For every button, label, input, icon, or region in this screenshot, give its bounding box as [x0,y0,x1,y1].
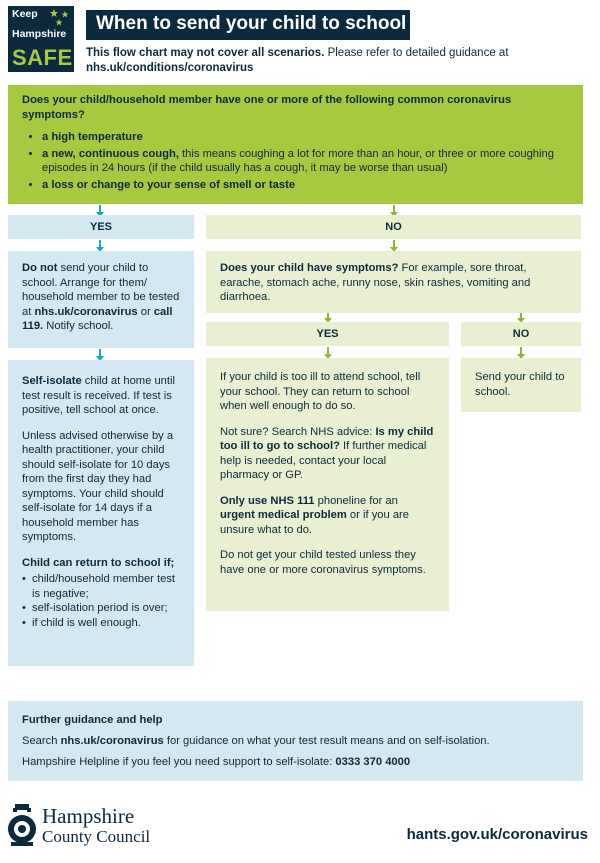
symptoms-question: Does your child/household member have one or more of the following common coronavirus symptoms? [22,94,512,121]
title-bar [86,10,410,40]
other-symptoms-examples: For example, sore throat, earache, stomach ache, runny nose, skin rashes, vomiting and diarrhoea. [220,262,531,303]
subtitle-rest: Please refer to detailed guidance at [324,47,509,59]
not-sure-a: Not sure? Search NHS advice: [220,425,376,438]
nhs111-para [220,494,435,538]
yes-header-label: YES [89,221,112,233]
self-isolate-bold: Self-isolate [22,375,82,387]
yes-action-text-b: or [137,305,154,318]
guidance-link[interactable]: nhs.uk/coronavirus [60,735,164,747]
stars-icon [48,8,72,28]
nhs111-b: or if you are unsure what to do. [220,509,410,536]
symptoms-question-box [8,85,583,204]
list-item: • if child is well enough. [32,616,180,631]
logo-text-hampshire: Hampshire [12,28,67,40]
return-conditions-list [22,572,180,630]
subtitle [86,46,586,76]
arrow-no-no [520,313,522,319]
do-not-text: Do not [22,262,58,274]
no-yes-header [206,322,449,346]
self-isolate-rest: child at home until test result is received. If test is positive, tell school at once. [22,375,175,416]
guidance-line-2 [22,755,569,769]
no-header-label: NO [385,221,402,233]
no-no-header-label: NO [512,328,530,340]
not-sure-para [220,425,435,483]
return-heading [22,556,180,571]
hampshire-county-council-logo [6,802,206,852]
symptom-item [42,147,569,176]
symptom-bold: a high temperature [42,131,143,143]
guidance-line1-a: Search [22,735,61,747]
list-item: • child/household member test is negative; [32,572,180,601]
yes-action-text-a: send your child to school. Arrange for them/ household member to be tested at [22,262,180,318]
no-header [206,215,581,239]
footer-website-link[interactable]: hants.gov.uk/coronavirus [406,826,588,843]
arrow-no-yes-2 [327,347,329,355]
nhs-link[interactable]: nhs.uk/coronavirus [34,305,138,318]
guidance-line1-b: for guidance on what your test result means and on self-isolation. [163,735,490,747]
arrow-yes-2 [99,349,101,357]
helpline-number: 0333 370 4000 [335,756,411,768]
no-yes-header-label: YES [316,328,339,340]
arrow-to-no [393,205,395,213]
guidance-heading-text: Further guidance and help [22,714,163,726]
arrow-yes-1 [99,240,101,248]
too-ill-para: If your child is too ill to attend school, tell your school. They can return to school when well enough to do so. [220,371,421,412]
nhs111-bold: Only use NHS 111 [220,494,315,507]
page-title: When to send your child to school [96,13,407,34]
other-symptoms-question: Does your child have symptoms? [220,262,399,274]
council-name-line2: County Council [42,827,151,846]
further-guidance-box [8,701,583,781]
self-isolate-box [8,360,194,666]
arrow-no-no-2 [520,347,522,355]
keep-hampshire-safe-logo [8,6,74,72]
urgent-bold: urgent medical problem [220,509,347,521]
guidance-line-1 [22,734,569,748]
symptom-bold: a new, continuous cough, [42,147,179,160]
send-to-school-box [461,358,581,412]
send-to-school-text: Send your child to school. [475,371,565,398]
return-heading-bold: Child can return to school if; [22,556,175,569]
council-name-line1: Hampshire [42,804,135,828]
arrow-no-yes [327,313,329,319]
subtitle-bold: This flow chart may not cover all scenarios. [86,47,325,59]
symptom-rest: this means coughing a lot for more than an hour, or three or more coughing episodes in 24 hours (if the child usually has a cough, it may be worse than usual) [42,147,554,174]
guidance-heading [22,713,569,727]
self-isolate-para [22,374,180,418]
call-119: call 119. [22,305,173,332]
yes-action-box [8,251,194,348]
nhs111-a: phoneline for an [314,494,398,507]
symptoms-list [22,130,569,192]
symptom-item [42,130,569,145]
logo-text-safe: SAFE [12,45,73,70]
council-crest-icon [6,804,38,848]
list-item: • self-isolation period is over; [32,601,180,616]
isolation-period-para: Unless advised otherwise by a health practitioner, your child should self-isolate for 10 days from the first day they had symptoms. Your child should self-isolate for 14 days if a household member has symptoms. [22,429,174,543]
symptom-bold: a loss or change to your sense of smell or taste [42,178,296,191]
guidance-line2-a: Hampshire Helpline if you feel you need support to self-isolate: [22,756,336,768]
not-sure-b: If further medical help is needed, contact your local pharmacy or GP. [220,440,427,481]
do-not-test-para: Do not get your child tested unless they have one or more coronavirus symptoms. [220,549,426,576]
not-sure-bold: Is my child too ill to go to school? [220,425,434,452]
logo-text-keep: Keep [12,8,38,20]
yes-header [8,215,194,239]
other-symptoms-box [206,251,581,313]
arrow-to-yes [99,205,101,213]
subtitle-link[interactable]: nhs.uk/conditions/coronavirus [86,62,254,74]
no-no-header [461,322,581,346]
symptom-item [42,178,569,193]
arrow-no-1 [393,240,395,248]
too-ill-box [206,358,449,611]
yes-action-text-c: Notify school. [43,320,114,332]
